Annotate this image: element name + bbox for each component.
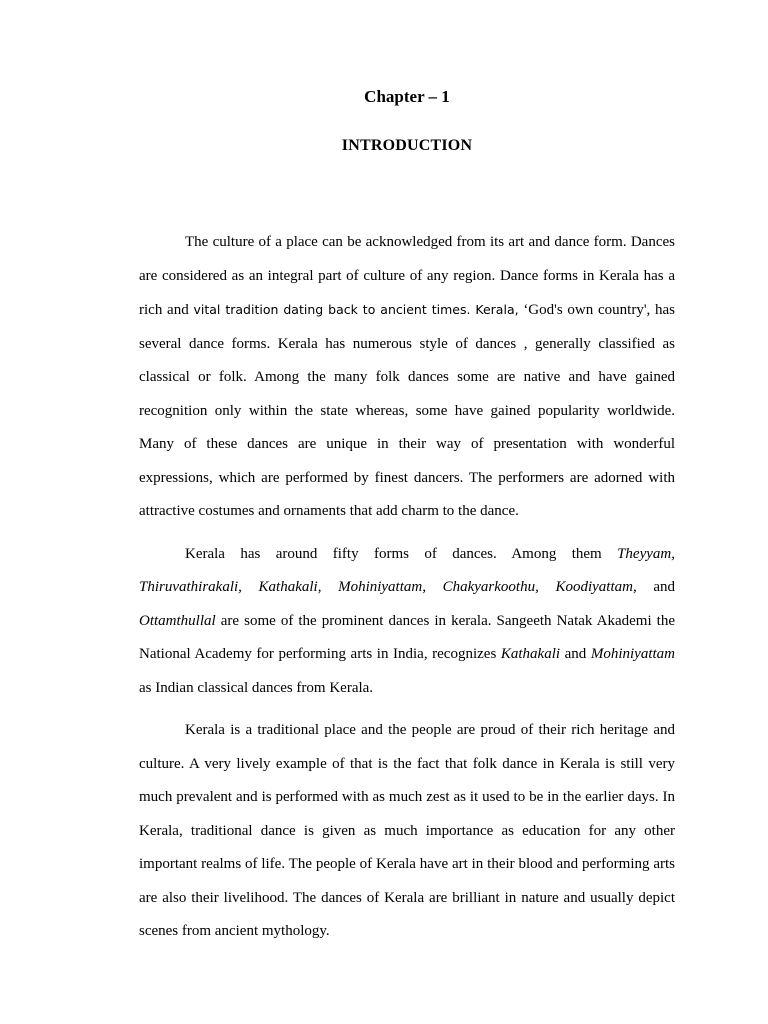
italic-dance-names: Theyyam, Thiruvathirakali, Kathakali, Mohiniyattam, Chakyarkoothu, Koodiyattam, [139,545,675,595]
text-run: Kerala has around fifty forms of dances. Among them [185,545,618,562]
paragraph-1 [139,226,675,529]
italic-ottamthullal: Ottamthullal [139,612,216,629]
chapter-title: INTRODUCTION [341,137,473,154]
body-text [139,226,675,949]
text-run: Kerala is a traditional place and the people are proud of their rich heritage and culture. A very lively example of that is the fact that folk dance in Kerala is still very much prevalent and is performed with as much zest as it used to be in the earlier days. In Kerala, traditional dance is given as much importance as education for any other important realms of life. The people of Kerala have art in their blood and performing arts are also their livelihood. The dances of Kerala are brilliant in nature and usually depict scenes from ancient mythology. [139,722,675,939]
text-run: as Indian classical dances from Kerala. [139,679,374,696]
text-run: and [560,646,591,662]
italic-mohiniyattam: Mohiniyattam [590,646,675,662]
text-run: The culture of a place can be acknowledged from its art and dance form. Dances are considered as an integral part of culture of any region. Dance forms in Kerala has a rich and [139,234,675,318]
text-run: and [636,579,675,595]
chapter-heading: Chapter – 1 [364,87,450,106]
paragraph-2 [139,538,675,706]
text-run-sans: vital tradition dating back to ancient times. Kerala, [193,302,519,317]
paragraph-3 [139,714,675,949]
text-run: ‘God's own country', has several dance forms. Kerala has numerous style of dances , generally classified as classical or folk. Among the many folk dances some are native and have gained recognition only within the state whereas, some have gained popularity worldwide. Many of these dances are unique in their way of presentation with wonderful expressions, which are performed by finest dancers. The performers are adorned with attractive costumes and ornaments that add charm to the dance. [139,302,675,519]
italic-kathakali: Kathakali [500,646,561,662]
text-run: are some of the prominent dances in kerala. Sangeeth Natak Akademi the National Academy for performing arts in India, recognizes [139,612,675,662]
